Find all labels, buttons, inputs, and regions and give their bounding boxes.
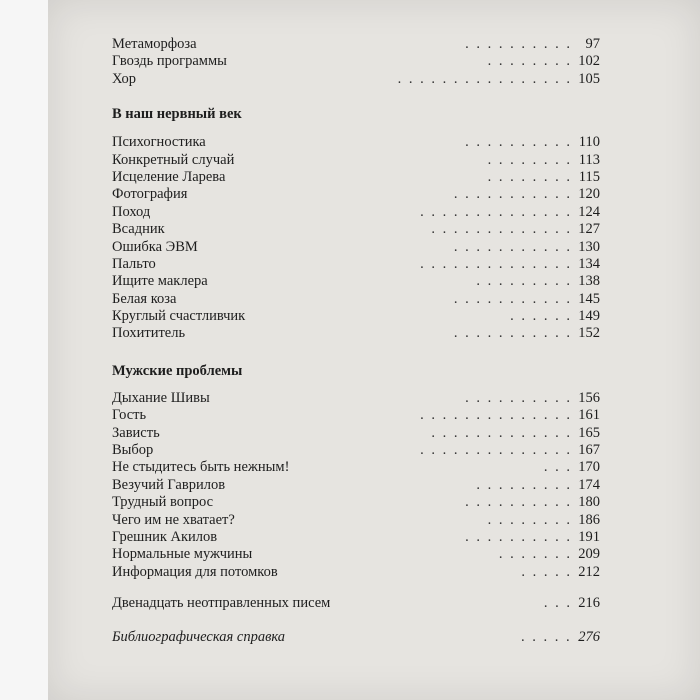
toc-entry xyxy=(112,221,600,238)
toc-entry-page: 145 xyxy=(578,290,600,307)
toc-entry-page: 276 xyxy=(578,628,600,645)
leader-dots: . . . . . . . . . . . xyxy=(453,186,572,203)
leader-dots: . . . . . . . . . . . . . . xyxy=(420,203,572,220)
toc-entry-title: Трудный вопрос xyxy=(112,494,214,511)
toc-entry xyxy=(112,308,600,325)
leader-dots: . . . . . . . . . . . xyxy=(453,290,572,307)
toc-entry-title: Информация для потомков xyxy=(112,563,278,580)
leader-dots: . . . . . . . . . . xyxy=(465,134,572,151)
toc-entry-page: 156 xyxy=(578,389,600,406)
toc-entry-title: Гость xyxy=(112,407,147,424)
toc-entry xyxy=(112,546,600,563)
toc-entry-page: 110 xyxy=(578,134,600,151)
toc-entry-page: 161 xyxy=(578,407,600,424)
toc-entry-title: Двенадцать неотправленных писем xyxy=(112,595,331,612)
toc-entry xyxy=(112,529,600,546)
leader-dots: . . . . . . . . xyxy=(487,168,572,185)
toc-entry-title: Фотография xyxy=(112,186,188,203)
toc-entry-title: Ищите маклера xyxy=(112,273,208,290)
toc-entry-title: Исцеление Ларева xyxy=(112,168,226,185)
toc-entry-page: 170 xyxy=(578,459,600,476)
toc-entry-page: 165 xyxy=(578,424,600,441)
toc-entry-title: Хор xyxy=(112,70,137,87)
toc-entry-title: Зависть xyxy=(112,424,160,441)
toc-entry xyxy=(112,256,600,273)
toc-entry-page: 124 xyxy=(578,203,600,220)
toc-entry-page: 209 xyxy=(578,546,600,563)
leader-dots: . . . . . . xyxy=(510,308,572,325)
leader-dots: . . . . . . . . . . xyxy=(465,494,572,511)
leader-dots: . . . . . xyxy=(521,628,572,645)
leader-dots: . . . . . . . . . . . xyxy=(453,325,572,342)
toc-entry-title: Всадник xyxy=(112,221,165,238)
toc-group-mens-problems xyxy=(112,390,600,581)
toc-entry xyxy=(112,390,600,407)
toc-entry xyxy=(112,169,600,186)
toc-entry-page: 120 xyxy=(578,186,600,203)
toc-entry-title: Пальто xyxy=(112,255,156,272)
toc-entry xyxy=(112,71,600,88)
leader-dots: . . . . . . . . . . xyxy=(465,36,572,52)
toc-entry-title: Метаморфоза xyxy=(112,36,197,52)
leader-dots: . . . xyxy=(543,595,572,612)
toc-entry-page: 113 xyxy=(578,151,600,168)
toc-entry xyxy=(112,186,600,203)
toc-entry xyxy=(112,494,600,511)
leader-dots: . . . . . . . . . . . . . . xyxy=(420,255,572,272)
toc-entry-page: 212 xyxy=(578,563,600,580)
toc-entry-page: 130 xyxy=(578,238,600,255)
toc-entry-page: 102 xyxy=(578,53,600,70)
leader-dots: . . . xyxy=(543,459,572,476)
toc-entry-title: Психогностика xyxy=(112,134,206,151)
toc-entry-page: 105 xyxy=(578,70,600,87)
leader-dots: . . . . . . . . xyxy=(487,151,572,168)
toc-entry-title: Выбор xyxy=(112,442,154,459)
toc-group-top xyxy=(112,36,600,88)
toc-entry-title: Конкретный случай xyxy=(112,151,235,168)
toc-entry xyxy=(112,291,600,308)
toc-entry-page: 167 xyxy=(578,442,600,459)
toc-entry-title: Поход xyxy=(112,203,151,220)
leader-dots: . . . . . . . . xyxy=(487,53,572,70)
toc-entry-page: 149 xyxy=(578,308,600,325)
toc-entry xyxy=(112,512,600,529)
leader-dots: . . . . . . . . . . . . . . xyxy=(420,442,572,459)
toc-entry-page: 152 xyxy=(578,325,600,342)
toc-group-nervous-age xyxy=(112,134,600,343)
section-heading: Мужские проблемы xyxy=(112,362,243,379)
toc-entry xyxy=(112,239,600,256)
toc-entry xyxy=(112,36,600,53)
section-heading: В наш нервный век xyxy=(112,106,242,123)
leader-dots: . . . . . . . . . . xyxy=(465,389,572,406)
toc-entry xyxy=(112,564,600,581)
toc-entry-page: 97 xyxy=(585,36,600,52)
leader-dots: . . . . . . . . . . . xyxy=(453,238,572,255)
toc-entry-title: Белая коза xyxy=(112,290,177,307)
toc-entry-title: Не стыдитесь быть нежным! xyxy=(112,459,290,476)
leader-dots: . . . . . . . . . . . . . . xyxy=(420,407,572,424)
toc-entry xyxy=(112,425,600,442)
leader-dots: . . . . . . . . . . . . . . . . xyxy=(397,70,572,87)
toc-entry-title: Везучий Гаврилов xyxy=(112,476,226,493)
toc-entry-bibliography xyxy=(112,629,600,646)
leader-dots: . . . . . . . . . . . . . xyxy=(431,221,572,238)
leader-dots: . . . . . xyxy=(521,563,572,580)
toc-entry-page: 191 xyxy=(578,528,600,545)
toc-entry-page: 127 xyxy=(578,221,600,238)
toc-entry-title: Ошибка ЭВМ xyxy=(112,238,198,255)
toc-entry-title: Нормальные мужчины xyxy=(112,546,253,563)
table-of-contents xyxy=(112,0,600,646)
toc-entry-title: Библиографическая справка xyxy=(112,628,286,645)
toc-entry-title: Чего им не хватает? xyxy=(112,511,235,528)
leader-dots: . . . . . . . . . xyxy=(476,273,572,290)
toc-entry xyxy=(112,204,600,221)
toc-entry-title: Похититель xyxy=(112,325,186,342)
toc-entry-title: Гвоздь программы xyxy=(112,53,227,70)
toc-entry xyxy=(112,134,600,151)
toc-entry-title: Грешник Акилов xyxy=(112,528,218,545)
leader-dots: . . . . . . . xyxy=(498,546,572,563)
toc-entry xyxy=(112,273,600,290)
leader-dots: . . . . . . . . . xyxy=(476,476,572,493)
leader-dots: . . . . . . . . xyxy=(487,511,572,528)
toc-entry-page: 180 xyxy=(578,494,600,511)
toc-entry xyxy=(112,152,600,169)
toc-entry xyxy=(112,53,600,70)
toc-entry-page: 134 xyxy=(578,255,600,272)
leader-dots: . . . . . . . . . . xyxy=(465,528,572,545)
toc-entry-page: 115 xyxy=(578,168,600,185)
toc-entry xyxy=(112,325,600,342)
toc-entry-title: Дыхание Шивы xyxy=(112,389,210,406)
toc-entry-page: 174 xyxy=(578,476,600,493)
toc-entry-page: 138 xyxy=(578,273,600,290)
toc-entry-letters xyxy=(112,595,600,612)
toc-entry-page: 186 xyxy=(578,511,600,528)
toc-entry-page: 216 xyxy=(578,595,600,612)
leader-dots: . . . . . . . . . . . . . xyxy=(431,424,572,441)
toc-entry xyxy=(112,407,600,424)
toc-entry xyxy=(112,459,600,476)
toc-entry-title: Круглый счастливчик xyxy=(112,308,246,325)
toc-entry xyxy=(112,442,600,459)
toc-entry xyxy=(112,477,600,494)
